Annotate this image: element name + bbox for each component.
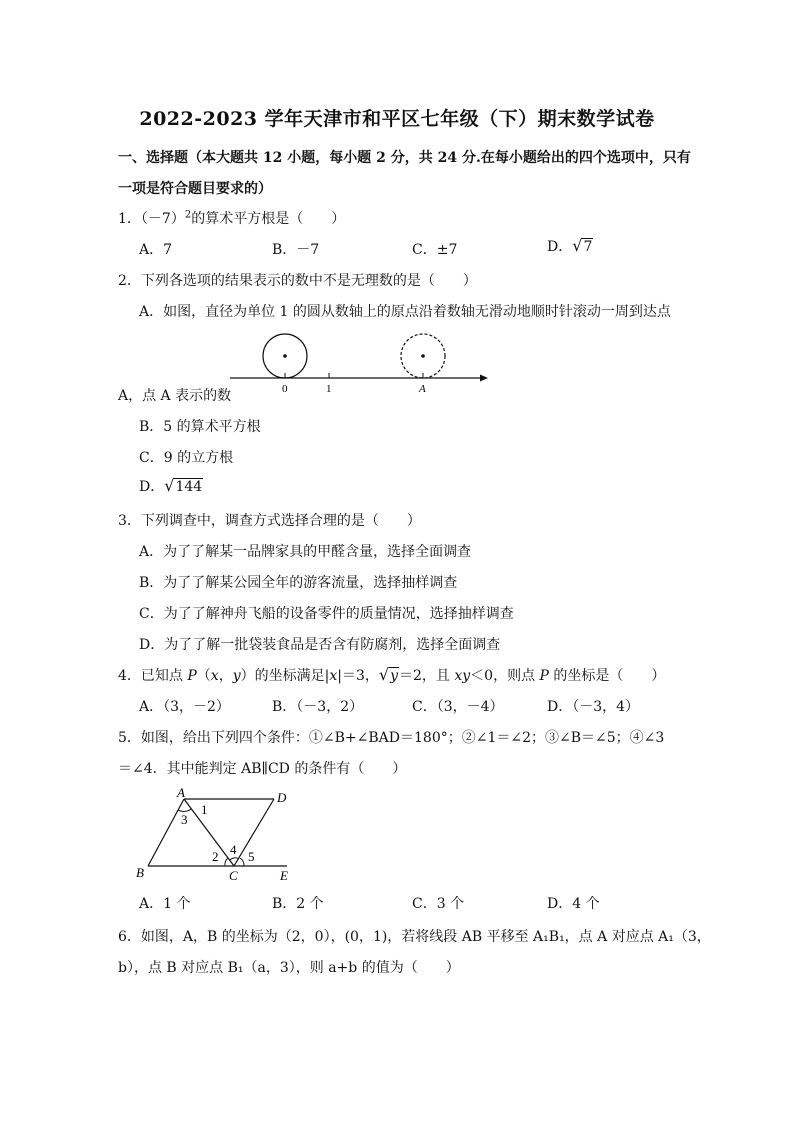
question-4-option-b: B．（－3，2） — [272, 699, 364, 715]
question-2-option-b: B．5 的算术平方根 — [139, 419, 261, 435]
angle-label-4: 4 — [230, 842, 237, 857]
question-3-option-a: A．为了了解某一品牌家具的甲醛含量，选择全面调查 — [139, 544, 472, 560]
angle-label-3: 3 — [181, 812, 188, 827]
question-4-option-c: C．（3，－4） — [412, 699, 504, 715]
parallelogram-figure — [132, 785, 300, 885]
vertex-label-e: E — [280, 868, 288, 883]
question-3-option-d: D．为了了解一批袋装食品是否含有防腐剂，选择全面调查 — [139, 637, 501, 653]
tick-label-0: 0 — [282, 383, 288, 395]
question-3-option-c: C．为了了解神舟飞船的设备零件的质量情况，选择抽样调查 — [139, 606, 514, 622]
vertex-label-a: A — [177, 785, 185, 800]
question-1-option-d: D．√7 — [547, 236, 593, 255]
question-3-stem: 3．下列调查中，调查方式选择合理的是（ ） — [118, 513, 421, 529]
question-4-option-a: A．（3，－2） — [139, 699, 230, 715]
tick-label-1: 1 — [326, 383, 332, 395]
question-5-stem-line2: ＝∠4．其中能判定 AB∥CD 的条件有（ ） — [118, 761, 407, 777]
page-title: 2022-2023 学年天津市和平区七年级（下）期末数学试卷 — [139, 108, 655, 130]
question-4-stem: 4．已知点 P（x，y）的坐标满足|x|＝3，√y＝2，且 xy＜0，则点 P 的坐标是（ ） — [118, 665, 666, 684]
question-4-option-d: D．（－3，4） — [547, 699, 640, 715]
question-2-stem: 2．下列各选项的结果表示的数中不是无理数的是（ ） — [118, 273, 477, 289]
angle-label-1: 1 — [201, 802, 208, 817]
question-1-option-b: B．－7 — [272, 242, 320, 258]
angle-label-5: 5 — [248, 849, 255, 864]
question-5-option-c: C．3 个 — [412, 896, 465, 912]
question-2-option-a-line2: A，点 A 表示的数 — [118, 388, 232, 404]
question-5-option-b: B．2 个 — [272, 896, 324, 912]
number-line-figure — [230, 332, 495, 396]
angle-label-2: 2 — [212, 849, 219, 864]
question-5-option-d: D．4 个 — [547, 896, 600, 912]
question-2-option-c: C．9 的立方根 — [139, 450, 234, 466]
section-heading-line1: 一、选择题（本大题共 12 小题，每小题 2 分，共 24 分.在每小题给出的四个选项中，只有 — [118, 150, 691, 166]
question-5-option-a: A．1 个 — [139, 896, 191, 912]
question-2-option-d: D．√144 — [139, 476, 203, 495]
question-6-stem-line2: b），点 B 对应点 B₁（a，3），则 a+b 的值为（ ） — [118, 960, 460, 976]
question-1-stem: 1．$(-7)^2$的算术平方根是（ ） — [118, 209, 346, 227]
question-6-stem-line1: 6．如图，A，B 的坐标为（2，0），(0，1)，若将线段 AB 平移至 A₁B₁，点 A 对应点 A₁（3， — [118, 929, 711, 945]
question-3-option-b: B．为了了解某公园全年的游客流量，选择抽样调查 — [139, 575, 458, 591]
vertex-label-d: D — [277, 790, 287, 805]
point-label-a: A — [419, 383, 426, 395]
question-2-option-a-line1: A．如图，直径为单位 1 的圆从数轴上的原点沿着数轴无滑动地顺时针滚动一周到达点 — [139, 304, 671, 320]
vertex-label-c: C — [229, 868, 238, 883]
section-heading-line2: 一项是符合题目要求的） — [118, 181, 272, 197]
question-5-stem-line1: 5．如图，给出下列四个条件：①∠B+∠BAD＝180°；②∠1＝∠2；③∠B＝∠5；④∠3 — [118, 730, 665, 746]
question-1-option-c: C．±7 — [412, 242, 458, 258]
question-1-option-a: A．7 — [139, 242, 173, 258]
vertex-label-b: B — [136, 865, 144, 880]
